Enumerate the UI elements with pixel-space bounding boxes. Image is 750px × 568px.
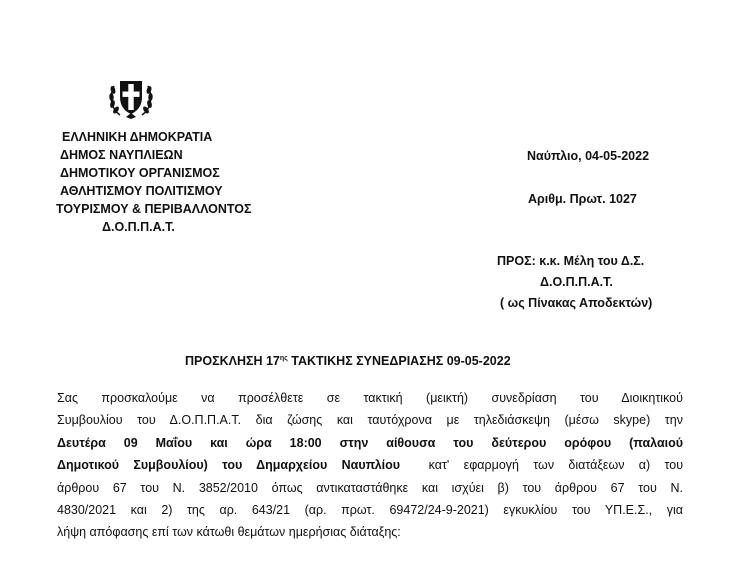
body-line-4-bold: Δημοτικού Συμβουλίου) του Δημαρχείου Ναυπλίου	[57, 458, 401, 473]
issuer-line-tourism-environment: ΤΟΥΡΙΣΜΟΥ & ΠΕΡΙΒΑΛΛΟΝΤΟΣ	[56, 202, 252, 216]
body-line	[57, 499, 683, 521]
issuer-line-municipality: ΔΗΜΟΣ ΝΑΥΠΛΙΕΩΝ	[60, 148, 183, 162]
body-line	[57, 387, 683, 409]
issuer-line-organization: ΔΗΜΟΤΙΚΟΥ ΟΡΓΑΝΙΣΜΟΣ	[60, 166, 220, 180]
body-line-1: Σας προσκαλούμε να προσέλθετε σε τακτική (μεικτή) συνεδρίαση του Διοικητικού	[57, 391, 683, 405]
body-line-2: Συμβουλίου του Δ.Ο.Π.Π.Α.Τ. δια ζώσης και ταυτόχρονα με τηλεδιάσκεψη (μέσω skype) την	[57, 413, 683, 428]
body-line	[57, 477, 683, 499]
invitation-heading	[185, 354, 511, 368]
recipient-block	[497, 251, 652, 314]
body-line-3: Δευτέρα 09 Μαΐου και ώρα 18:00 στην αίθουσα του δεύτερου ορόφου (παλαιού	[57, 435, 684, 450]
body-line	[57, 409, 683, 431]
recipient-line-list: ( ως Πίνακας Αποδεκτών)	[500, 296, 653, 310]
body-line	[57, 454, 683, 476]
body-line-5: άρθρου 67 του Ν. 3852/2010 όπως αντικαταστάθηκε και ισχύει β) του άρθρου 67 του Ν.	[57, 480, 683, 495]
body-line-7: λήψη απόφασης επί των κάτωθι θεμάτων ημερήσιας διάταξης:	[57, 525, 401, 540]
body-line-4-rest: κατ' εφαρμογή των διατάξεων α) του	[400, 458, 684, 473]
heading-ordinal-suffix: ης	[279, 354, 288, 362]
issuer-block	[48, 128, 308, 236]
heading-text-end: ΤΑΚΤΙΚΗΣ ΣΥΝΕΔΡΙΑΣΗΣ 09-05-2022	[287, 354, 511, 368]
heading-text-start: ΠΡΟΣΚΛΗΣΗ 17	[185, 354, 280, 368]
body-line	[57, 521, 683, 543]
greek-coat-of-arms-icon	[106, 73, 156, 123]
body-line	[57, 432, 683, 454]
issuer-line-sports-culture: ΑΘΛΗΤΙΣΜΟΥ ΠΟΛΙΤΙΣΜΟΥ	[60, 184, 223, 198]
recipient-line-to: ΠΡΟΣ: κ.κ. Μέλη του Δ.Σ.	[497, 254, 645, 268]
body-line-6: 4830/2021 και 2) της αρ. 643/21 (αρ. πρωτ. 69472/24-9-2021) εγκυκλίου του ΥΠ.Ε.Σ., για	[57, 503, 683, 518]
issuer-line-republic: ΕΛΛΗΝΙΚΗ ΔΗΜΟΚΡΑΤΙΑ	[62, 130, 213, 144]
document-date: Ναύπλιο, 04-05-2022	[527, 149, 650, 163]
recipient-line-organization: Δ.Ο.Π.Π.Α.Τ.	[540, 275, 613, 289]
invitation-body	[57, 387, 683, 544]
protocol-number: Αριθμ. Πρωτ. 1027	[528, 192, 637, 206]
issuer-line-acronym: Δ.Ο.Π.Π.Α.Τ.	[102, 220, 175, 234]
